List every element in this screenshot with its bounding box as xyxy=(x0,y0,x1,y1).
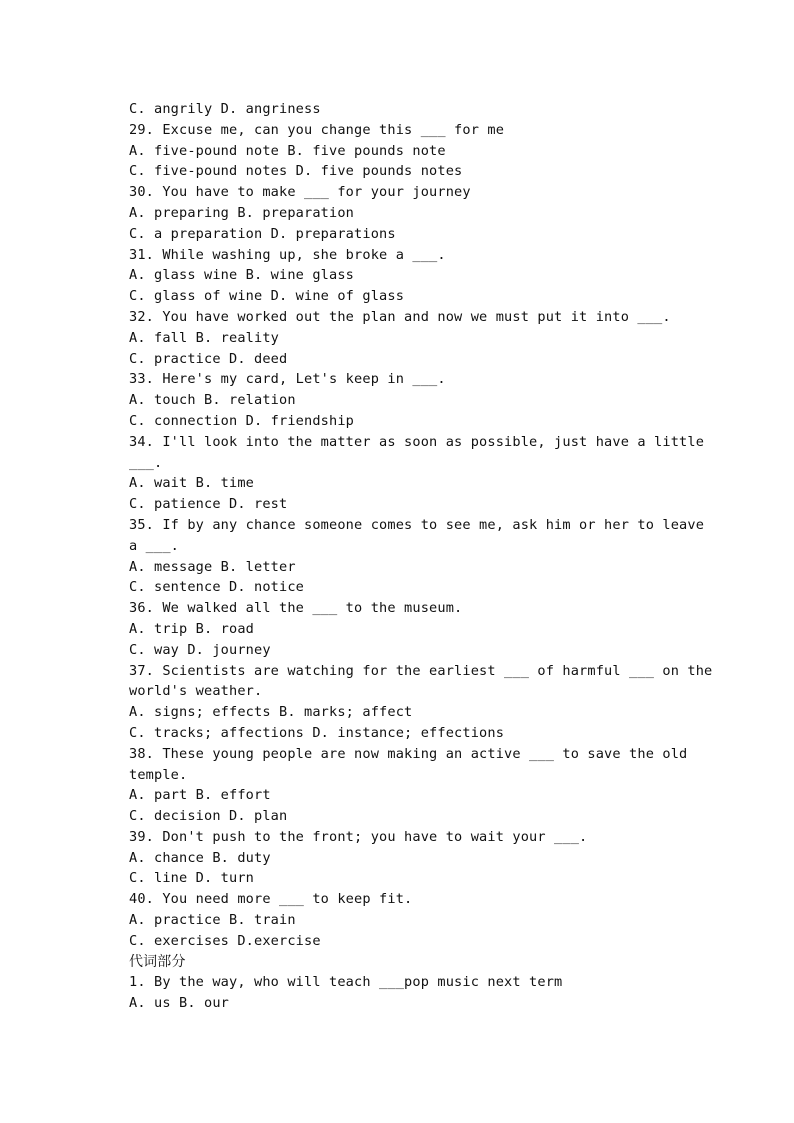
answer-options: C. five-pound notes D. five pounds notes xyxy=(129,163,463,180)
answer-options: C. a preparation D. preparations xyxy=(129,225,396,242)
answer-options: A. touch B. relation xyxy=(129,392,296,409)
answer-options: A. practice B. train xyxy=(129,912,296,929)
question-33: 33. Here's my card, Let's keep in ___. xyxy=(129,371,446,388)
answer-options: A. us B. our xyxy=(129,995,230,1012)
answer-options: C. way D. journey xyxy=(129,641,271,658)
answer-options: A. wait B. time xyxy=(129,475,255,492)
question-34-continuation: ___. xyxy=(129,454,163,471)
question-35-continuation: a ___. xyxy=(129,537,180,554)
answer-options: A. fall B. reality xyxy=(129,329,280,346)
question-37-continuation: world's weather. xyxy=(129,683,263,700)
question-31: 31. While washing up, she broke a ___. xyxy=(129,246,446,263)
answer-options: C. angrily D. angriness xyxy=(129,101,321,117)
answer-options: C. line D. turn xyxy=(129,870,255,887)
question-38-continuation: temple. xyxy=(129,766,188,783)
answer-options: C. tracks; affections D. instance; effections xyxy=(129,724,505,741)
answer-options: C. connection D. friendship xyxy=(129,412,355,429)
answer-options: A. part B. effort xyxy=(129,787,271,804)
question-37: 37. Scientists are watching for the earliest ___ of harmful ___ on the xyxy=(129,662,713,679)
answer-options: A. signs; effects B. marks; affect xyxy=(129,704,413,721)
question-34: 34. I'll look into the matter as soon as possible, just have a little xyxy=(129,433,705,450)
document-body xyxy=(129,99,713,1014)
answer-options: A. five-pound note B. five pounds note xyxy=(129,142,446,159)
answer-options: C. glass of wine D. wine of glass xyxy=(129,288,405,305)
answer-options: C. exercises D.exercise xyxy=(129,932,321,949)
question-29: 29. Excuse me, can you change this ___ for me xyxy=(129,121,505,138)
answer-options: C. patience D. rest xyxy=(129,496,288,513)
question-1: 1. By the way, who will teach ___pop music next term xyxy=(129,974,563,991)
answer-options: A. preparing B. preparation xyxy=(129,204,355,221)
answer-options: A. glass wine B. wine glass xyxy=(129,267,355,284)
question-39: 39. Don't push to the front; you have to wait your ___. xyxy=(129,828,588,845)
question-30: 30. You have to make ___ for your journey xyxy=(129,184,471,201)
answer-options: C. sentence D. notice xyxy=(129,579,305,596)
question-32: 32. You have worked out the plan and now we must put it into ___. xyxy=(129,308,671,325)
answer-options: C. decision D. plan xyxy=(129,808,288,825)
answer-options: A. message B. letter xyxy=(129,558,296,575)
answer-options: A. trip B. road xyxy=(129,620,255,637)
answer-options: C. practice D. deed xyxy=(129,350,288,367)
question-38: 38. These young people are now making an active ___ to save the old xyxy=(129,745,688,762)
section-heading: 代词部分 xyxy=(129,953,186,970)
question-35: 35. If by any chance someone comes to see me, ask him or her to leave xyxy=(129,516,705,533)
question-36: 36. We walked all the ___ to the museum. xyxy=(129,600,463,617)
answer-options: A. chance B. duty xyxy=(129,849,271,866)
question-40: 40. You need more ___ to keep fit. xyxy=(129,891,413,908)
